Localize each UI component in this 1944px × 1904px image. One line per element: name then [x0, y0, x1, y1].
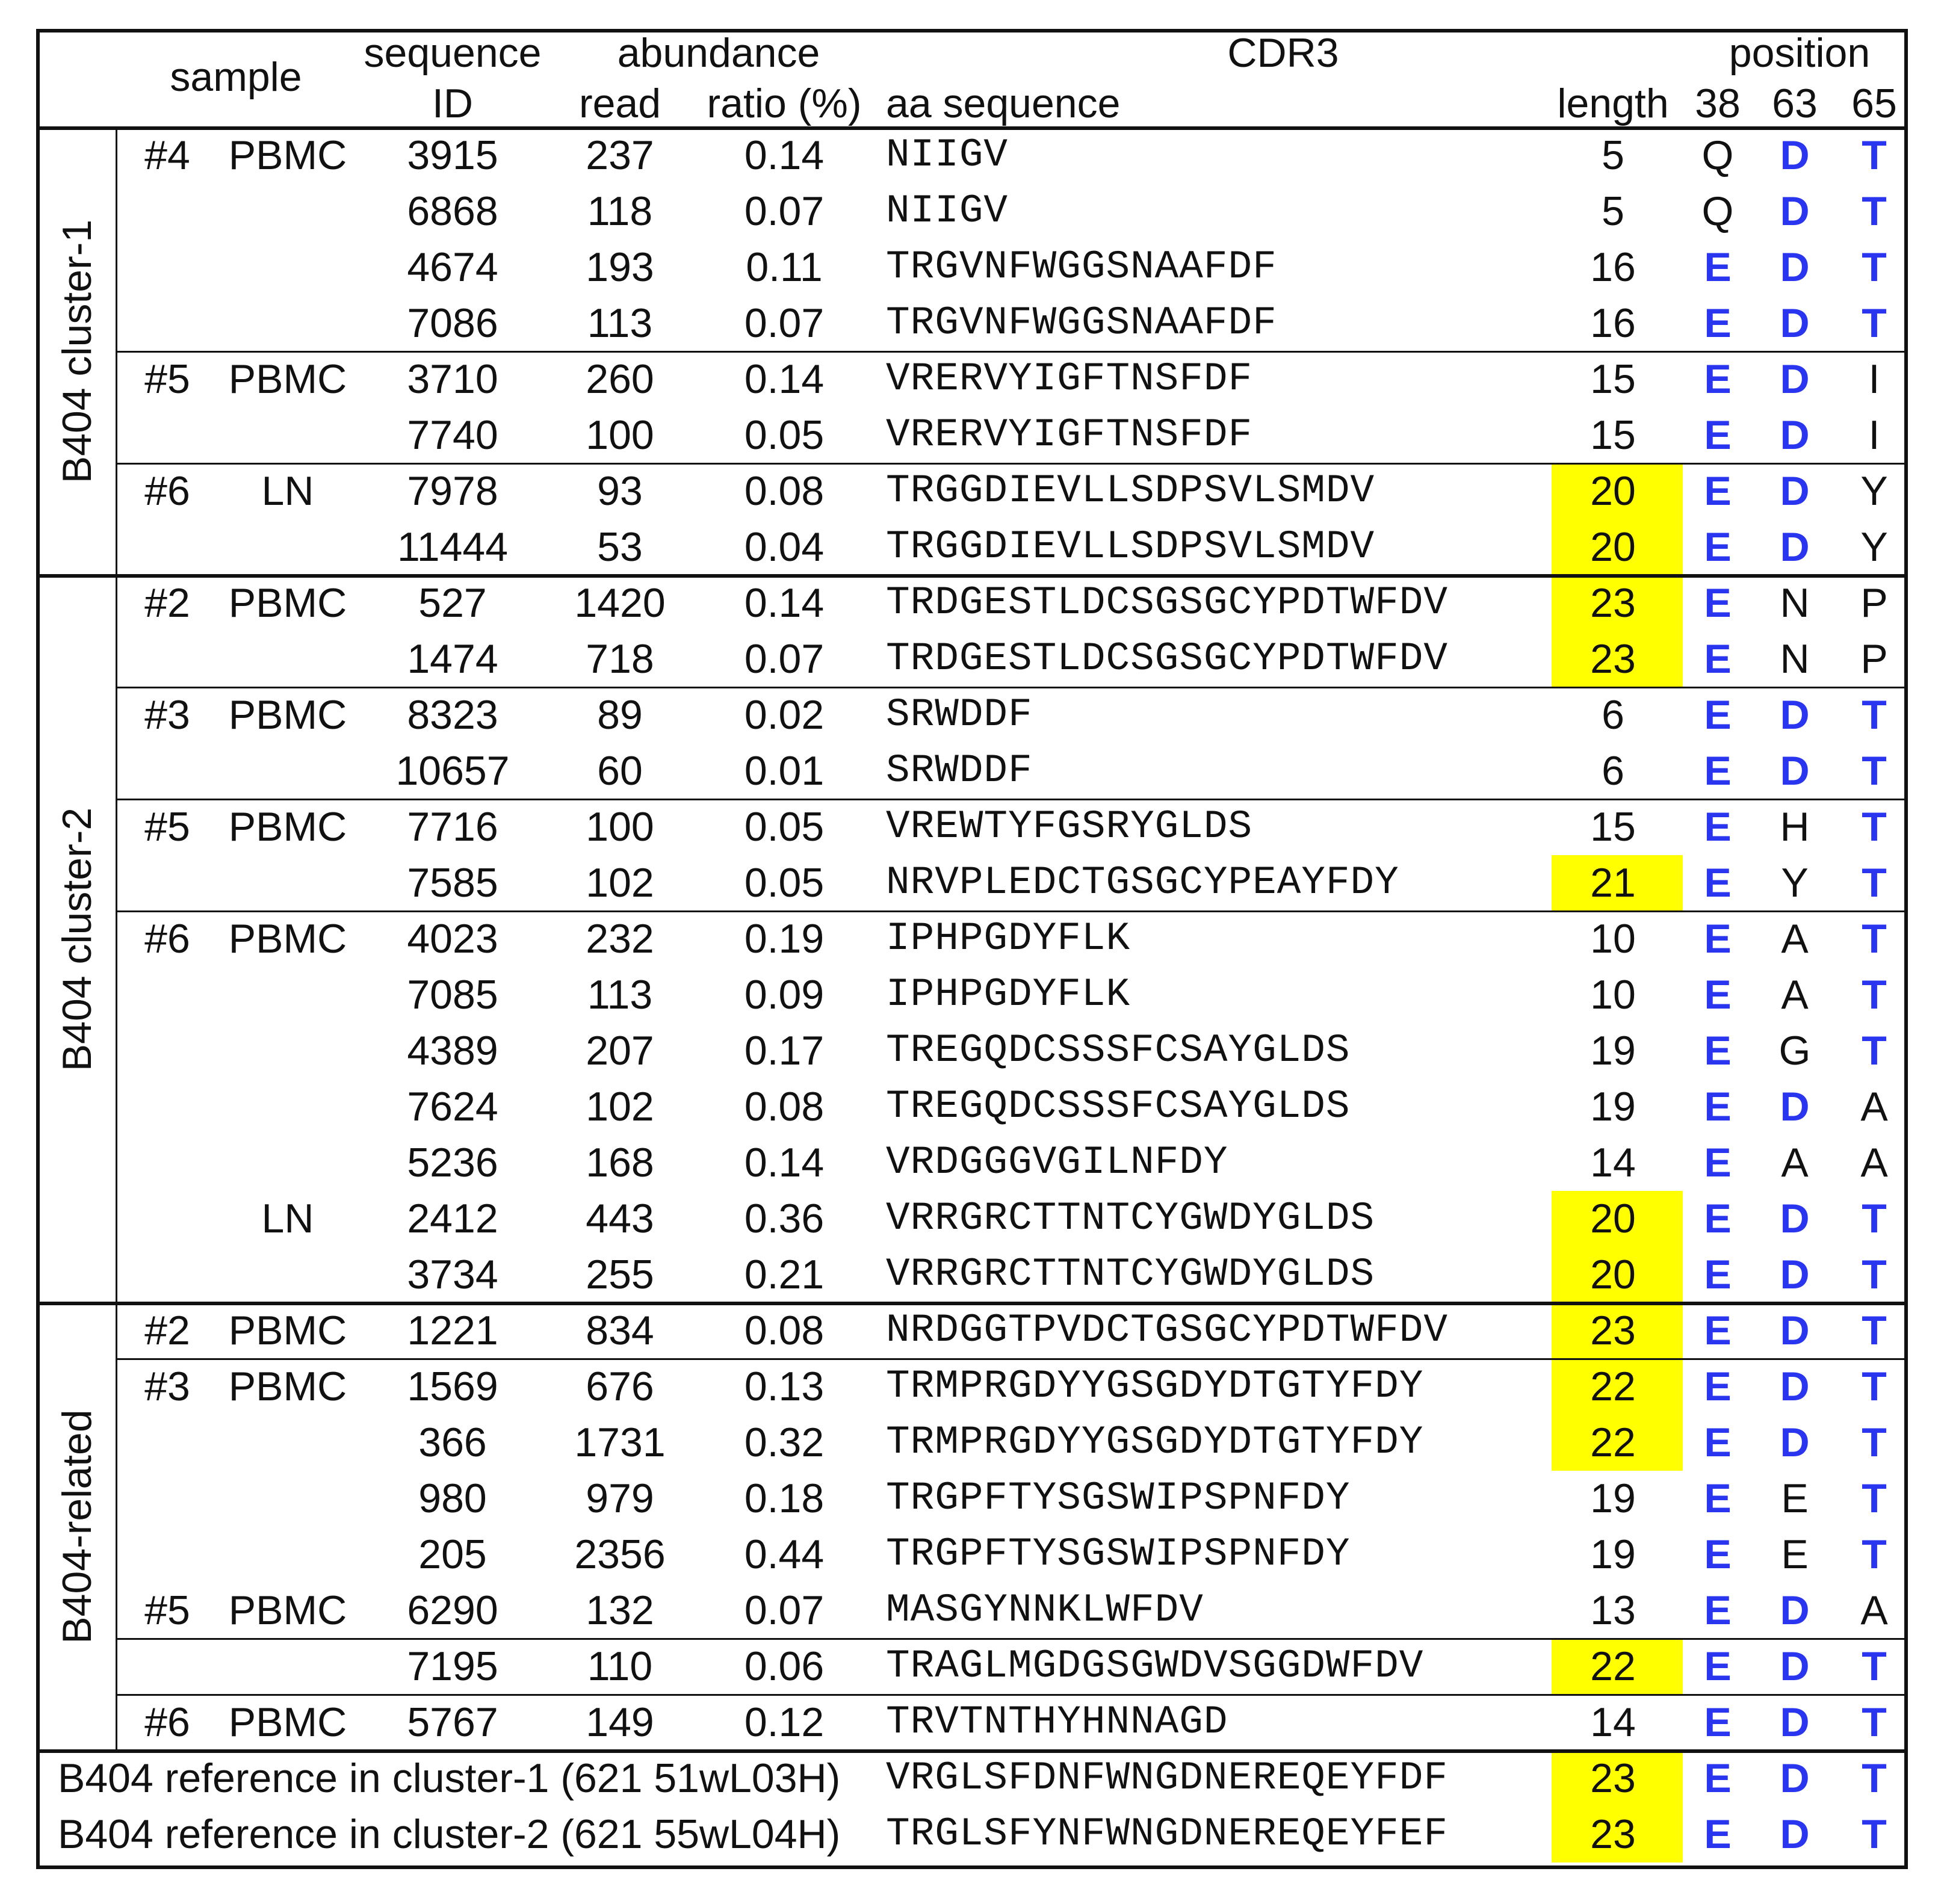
read-cell: 93 — [597, 468, 643, 514]
ratio-cell: 0.32 — [744, 1420, 825, 1465]
position-38-cell: E — [1704, 1587, 1732, 1633]
cdr3-length-cell: 19 — [1590, 1028, 1636, 1074]
tissue-cell: LN — [261, 1196, 314, 1241]
position-63-cell: H — [1780, 804, 1810, 850]
position-65-cell: T — [1862, 860, 1887, 906]
read-cell: 132 — [586, 1587, 654, 1633]
sequence-id-cell: 6868 — [407, 188, 498, 234]
position-63-cell: D — [1780, 1643, 1810, 1689]
position-38-cell: E — [1704, 1308, 1732, 1353]
cdr3-aa-sequence-cell: TRDGESTLDCSGSGCYPDTWFDV — [886, 580, 1448, 625]
cdr3-length-cell: 20 — [1590, 1252, 1636, 1297]
header-read: read — [578, 81, 661, 126]
read-cell: 100 — [586, 412, 654, 458]
sequence-id-cell: 3915 — [407, 132, 498, 178]
reference-position-65: T — [1862, 1811, 1887, 1857]
position-63-cell: D — [1780, 1364, 1810, 1409]
cdr3-aa-sequence-cell: TRGVNFWGGSNAAFDF — [886, 300, 1277, 345]
sequence-id-cell: 10657 — [395, 748, 510, 794]
position-65-cell: A — [1860, 1140, 1888, 1185]
sequence-id-cell: 4674 — [407, 244, 498, 290]
sequence-id-cell: 8323 — [407, 692, 498, 738]
position-38-cell: E — [1704, 580, 1732, 626]
position-65-cell: T — [1862, 804, 1887, 850]
cluster-column-divider — [116, 126, 117, 1749]
position-63-cell: D — [1780, 1084, 1810, 1130]
group-divider — [116, 687, 1908, 688]
reference-position-65: T — [1862, 1755, 1887, 1801]
read-cell: 232 — [586, 916, 654, 962]
header-pos-63: 63 — [1772, 81, 1818, 126]
cdr3-length-cell: 20 — [1590, 1196, 1636, 1241]
position-38-cell: E — [1704, 1532, 1732, 1577]
position-65-cell: T — [1862, 1308, 1887, 1353]
ratio-cell: 0.08 — [744, 1084, 825, 1130]
cdr3-aa-sequence-cell: VREWTYFGSRYGLDS — [886, 804, 1253, 849]
ratio-cell: 0.14 — [744, 132, 825, 178]
cdr3-aa-sequence-cell: TREGQDCSSSFCSAYGLDS — [886, 1028, 1351, 1073]
read-cell: 168 — [586, 1140, 654, 1185]
reference-label: B404 reference in cluster-2 (621 55wL04H) — [58, 1811, 841, 1857]
read-cell: 89 — [597, 692, 643, 738]
position-65-cell: T — [1862, 1196, 1887, 1241]
cdr3-length-cell: 23 — [1590, 636, 1636, 682]
position-63-cell: D — [1780, 356, 1810, 402]
ratio-cell: 0.06 — [744, 1643, 825, 1689]
position-38-cell: E — [1704, 916, 1732, 962]
reference-position-38: E — [1704, 1811, 1732, 1857]
position-63-cell: D — [1780, 1308, 1810, 1353]
read-cell: 834 — [586, 1308, 654, 1353]
donor-cell: #6 — [144, 1699, 190, 1745]
position-65-cell: T — [1862, 1643, 1887, 1689]
cluster-label: B404 cluster-1 — [54, 219, 100, 484]
cdr3-aa-sequence-cell: TREGQDCSSSFCSAYGLDS — [886, 1084, 1351, 1129]
sequence-id-cell: 3710 — [407, 356, 498, 402]
position-65-cell: T — [1862, 748, 1887, 794]
sequence-id-cell: 11444 — [397, 524, 509, 570]
ratio-cell: 0.09 — [744, 972, 825, 1018]
cdr3-aa-sequence-cell: TRGPFTYSGSWIPSPNFDY — [886, 1476, 1351, 1521]
position-38-cell: Q — [1701, 132, 1734, 178]
donor-cell: #3 — [144, 1364, 190, 1409]
sequence-id-cell: 7624 — [407, 1084, 498, 1130]
cdr3-length-cell: 22 — [1590, 1420, 1636, 1465]
ratio-cell: 0.21 — [744, 1252, 825, 1297]
sequence-id-cell: 980 — [418, 1476, 487, 1521]
sequence-id-cell: 527 — [418, 580, 487, 626]
read-cell: 118 — [587, 188, 653, 234]
position-38-cell: E — [1704, 1643, 1732, 1689]
cdr3-aa-sequence-cell: TRGVNFWGGSNAAFDF — [886, 244, 1277, 289]
position-38-cell: E — [1704, 804, 1732, 850]
group-divider — [116, 1694, 1908, 1696]
sequence-id-cell: 1569 — [407, 1364, 498, 1409]
position-38-cell: E — [1704, 244, 1732, 290]
cdr3-length-cell: 16 — [1590, 300, 1636, 346]
cdr3-length-cell: 10 — [1590, 972, 1636, 1018]
position-65-cell: P — [1860, 580, 1888, 626]
position-63-cell: E — [1781, 1532, 1809, 1577]
read-cell: 149 — [586, 1699, 654, 1745]
read-cell: 110 — [587, 1643, 653, 1689]
cdr3-aa-sequence-cell: NIIGV — [886, 132, 1009, 178]
read-cell: 1420 — [574, 580, 666, 626]
ratio-cell: 0.14 — [744, 356, 825, 402]
position-38-cell: E — [1704, 748, 1732, 794]
tissue-cell: PBMC — [228, 692, 347, 738]
sequence-id-cell: 7585 — [407, 860, 498, 906]
tissue-cell: PBMC — [228, 132, 347, 178]
section-divider — [36, 1302, 1908, 1305]
read-cell: 260 — [586, 356, 654, 402]
position-38-cell: E — [1704, 1252, 1732, 1297]
ratio-cell: 0.07 — [744, 1587, 825, 1633]
ratio-cell: 0.12 — [744, 1699, 825, 1745]
position-38-cell: Q — [1701, 188, 1734, 234]
ratio-cell: 0.13 — [744, 1364, 825, 1409]
position-65-cell: T — [1862, 1532, 1887, 1577]
sequence-id-cell: 7086 — [407, 300, 498, 346]
reference-position-38: E — [1704, 1755, 1732, 1801]
position-65-cell: T — [1862, 1364, 1887, 1409]
position-38-cell: E — [1704, 356, 1732, 402]
position-65-cell: T — [1862, 188, 1887, 234]
sequence-id-cell: 1474 — [407, 636, 498, 682]
cdr3-length-cell: 14 — [1590, 1699, 1636, 1745]
ratio-cell: 0.04 — [744, 524, 825, 570]
cdr3-aa-sequence-cell: IPHPGDYFLK — [886, 916, 1131, 961]
sequence-id-cell: 5236 — [407, 1140, 498, 1185]
position-65-cell: T — [1862, 692, 1887, 738]
position-63-cell: D — [1780, 300, 1810, 346]
ratio-cell: 0.17 — [744, 1028, 825, 1074]
cdr3-length-cell: 5 — [1602, 188, 1624, 234]
position-38-cell: E — [1704, 1420, 1732, 1465]
position-63-cell: D — [1780, 1699, 1810, 1745]
cdr3-aa-sequence-cell: TRGGDIEVLLSDPSVLSMDV — [886, 468, 1375, 513]
header-pos-38: 38 — [1695, 81, 1741, 126]
reference-length: 23 — [1590, 1755, 1636, 1801]
sequence-id-cell: 5767 — [407, 1699, 498, 1745]
cluster-label: B404 cluster-2 — [54, 807, 100, 1071]
position-38-cell: E — [1704, 1476, 1732, 1521]
cdr3-aa-sequence-cell: VRRGRCTTNTCYGWDYGLDS — [886, 1252, 1375, 1297]
position-63-cell: D — [1780, 468, 1810, 514]
ratio-cell: 0.02 — [744, 692, 825, 738]
donor-cell: #6 — [144, 468, 190, 514]
cdr3-aa-sequence-cell: NRVPLEDCTGSGCYPEAYFDY — [886, 860, 1399, 905]
cdr3-length-cell: 20 — [1590, 524, 1636, 570]
group-divider — [116, 1638, 1908, 1640]
sequence-id-cell: 366 — [418, 1420, 487, 1465]
group-divider — [116, 910, 1908, 912]
position-38-cell: E — [1704, 636, 1732, 682]
sequence-id-cell: 2412 — [407, 1196, 498, 1241]
header-position: position — [1729, 30, 1871, 76]
read-cell: 113 — [587, 972, 653, 1018]
cdr3-length-cell: 19 — [1590, 1476, 1636, 1521]
sequence-id-cell: 3734 — [407, 1252, 498, 1297]
ratio-cell: 0.05 — [744, 860, 825, 906]
group-divider — [116, 351, 1908, 353]
position-38-cell: E — [1704, 972, 1732, 1018]
header-sequence: sequence — [364, 30, 542, 76]
position-38-cell: E — [1704, 1364, 1732, 1409]
cdr3-length-cell: 16 — [1590, 244, 1636, 290]
ratio-cell: 0.36 — [744, 1196, 825, 1241]
cdr3-aa-sequence-cell: MASGYNNKLWFDV — [886, 1587, 1204, 1633]
read-cell: 113 — [587, 300, 653, 346]
position-65-cell: T — [1862, 972, 1887, 1018]
cdr3-aa-sequence-cell: IPHPGDYFLK — [886, 972, 1131, 1017]
header-sample: sample — [170, 54, 302, 100]
cdr3-aa-sequence-cell: NRDGGTPVDCTGSGCYPDTWFDV — [886, 1308, 1448, 1353]
position-38-cell: E — [1704, 1699, 1732, 1745]
cdr3-length-cell: 19 — [1590, 1084, 1636, 1130]
position-63-cell: A — [1781, 916, 1809, 962]
donor-cell: #5 — [144, 804, 190, 850]
read-cell: 102 — [586, 860, 654, 906]
cluster-label: B404-related — [54, 1409, 100, 1644]
cdr3-aa-sequence-cell: VRRGRCTTNTCYGWDYGLDS — [886, 1196, 1375, 1241]
header-pos-65: 65 — [1851, 81, 1897, 126]
cdr3-length-cell: 22 — [1590, 1364, 1636, 1409]
reference-position-63: D — [1780, 1811, 1810, 1857]
section-divider — [36, 1749, 1908, 1753]
read-cell: 53 — [597, 524, 643, 570]
group-divider — [116, 463, 1908, 465]
read-cell: 1731 — [574, 1420, 666, 1465]
sequence-id-cell: 4023 — [407, 916, 498, 962]
position-63-cell: N — [1780, 636, 1810, 682]
position-63-cell: D — [1780, 188, 1810, 234]
position-63-cell: G — [1778, 1028, 1811, 1074]
read-cell: 979 — [586, 1476, 654, 1521]
cdr3-aa-sequence-cell: NIIGV — [886, 188, 1009, 233]
position-63-cell: D — [1780, 132, 1810, 178]
donor-cell: #2 — [144, 1308, 190, 1353]
cdr3-aa-sequence-cell: TRDGESTLDCSGSGCYPDTWFDV — [886, 636, 1448, 681]
cdr3-length-cell: 23 — [1590, 580, 1636, 626]
ratio-cell: 0.07 — [744, 636, 825, 682]
section-divider — [36, 126, 1908, 130]
cdr3-length-cell: 23 — [1590, 1308, 1636, 1353]
position-65-cell: T — [1862, 1699, 1887, 1745]
position-38-cell: E — [1704, 412, 1732, 458]
position-38-cell: E — [1704, 468, 1732, 514]
section-divider — [36, 574, 1908, 578]
cdr3-aa-sequence-cell: SRWDDF — [886, 748, 1033, 793]
position-65-cell: Y — [1860, 524, 1888, 570]
position-63-cell: Y — [1781, 860, 1809, 906]
read-cell: 193 — [586, 244, 654, 290]
sequence-id-cell: 1221 — [407, 1308, 498, 1353]
tissue-cell: PBMC — [228, 580, 347, 626]
reference-label: B404 reference in cluster-1 (621 51wL03H) — [58, 1755, 841, 1801]
cdr3-aa-sequence-cell: TRMPRGDYYGSGDYDTGTYFDY — [886, 1364, 1424, 1409]
position-63-cell: D — [1780, 1420, 1810, 1465]
tissue-cell: PBMC — [228, 916, 347, 962]
position-65-cell: T — [1862, 300, 1887, 346]
position-65-cell: I — [1868, 356, 1880, 402]
read-cell: 676 — [586, 1364, 654, 1409]
position-65-cell: A — [1860, 1084, 1888, 1130]
position-65-cell: T — [1862, 1028, 1887, 1074]
position-65-cell: P — [1860, 636, 1888, 682]
cdr3-aa-sequence-cell: SRWDDF — [886, 692, 1033, 737]
read-cell: 718 — [586, 636, 654, 682]
group-divider — [116, 799, 1908, 800]
tissue-cell: PBMC — [228, 1699, 347, 1745]
position-65-cell: T — [1862, 244, 1887, 290]
sequence-id-cell: 7195 — [407, 1643, 498, 1689]
ratio-cell: 0.07 — [744, 300, 825, 346]
tissue-cell: LN — [261, 468, 314, 514]
sequence-id-cell: 205 — [418, 1532, 487, 1577]
cdr3-aa-sequence-cell: TRGPFTYSGSWIPSPNFDY — [886, 1532, 1351, 1577]
header-id: ID — [432, 81, 473, 126]
header-ratio: ratio (%) — [707, 81, 862, 126]
read-cell: 102 — [586, 1084, 654, 1130]
position-63-cell: A — [1781, 972, 1809, 1018]
header-abundance: abundance — [617, 30, 820, 76]
position-63-cell: D — [1780, 524, 1810, 570]
sequence-id-cell: 4389 — [407, 1028, 498, 1074]
position-63-cell: D — [1780, 1587, 1810, 1633]
position-65-cell: I — [1868, 412, 1880, 458]
cdr3-length-cell: 10 — [1590, 916, 1636, 962]
read-cell: 60 — [597, 748, 643, 794]
ratio-cell: 0.11 — [746, 244, 823, 290]
cdr3-length-cell: 15 — [1590, 412, 1636, 458]
position-63-cell: D — [1780, 244, 1810, 290]
ratio-cell: 0.08 — [744, 468, 825, 514]
tissue-cell: PBMC — [228, 356, 347, 402]
tissue-cell: PBMC — [228, 804, 347, 850]
position-65-cell: T — [1862, 1420, 1887, 1465]
donor-cell: #4 — [144, 132, 190, 178]
position-65-cell: T — [1862, 132, 1887, 178]
ratio-cell: 0.01 — [744, 748, 825, 794]
donor-cell: #2 — [144, 580, 190, 626]
position-38-cell: E — [1704, 692, 1732, 738]
ratio-cell: 0.05 — [744, 804, 825, 850]
cdr3-aa-sequence-cell: VRDGGGVGILNFDY — [886, 1140, 1228, 1185]
position-63-cell: D — [1780, 1196, 1810, 1241]
cdr3-aa-sequence-cell: TRMPRGDYYGSGDYDTGTYFDY — [886, 1420, 1424, 1465]
position-38-cell: E — [1704, 524, 1732, 570]
ratio-cell: 0.18 — [744, 1476, 825, 1521]
cdr3-aa-sequence-cell: VRERVYIGFTNSFDF — [886, 356, 1253, 401]
tissue-cell: PBMC — [228, 1587, 347, 1633]
ratio-cell: 0.44 — [744, 1532, 825, 1577]
ratio-cell: 0.05 — [744, 412, 825, 458]
cdr3-length-cell: 14 — [1590, 1140, 1636, 1185]
position-65-cell: T — [1862, 1252, 1887, 1297]
reference-position-63: D — [1780, 1755, 1810, 1801]
position-38-cell: E — [1704, 1140, 1732, 1185]
cdr3-length-cell: 20 — [1590, 468, 1636, 514]
cdr3-aa-sequence-cell: TRGGDIEVLLSDPSVLSMDV — [886, 524, 1375, 569]
position-63-cell: D — [1780, 1252, 1810, 1297]
position-63-cell: E — [1781, 1476, 1809, 1521]
cdr3-aa-sequence-cell: TRAGLMGDGSGWDVSGGDWFDV — [886, 1643, 1424, 1689]
cdr3-length-cell: 5 — [1602, 132, 1624, 178]
cdr3-length-cell: 13 — [1590, 1587, 1636, 1633]
position-38-cell: E — [1704, 1084, 1732, 1130]
group-divider — [116, 1358, 1908, 1360]
read-cell: 443 — [586, 1196, 654, 1241]
sequence-id-cell: 6290 — [407, 1587, 498, 1633]
position-63-cell: N — [1780, 580, 1810, 626]
reference-length: 23 — [1590, 1811, 1636, 1857]
sequence-id-cell: 7085 — [407, 972, 498, 1018]
position-38-cell: E — [1704, 860, 1732, 906]
sequence-id-cell: 7716 — [407, 804, 498, 850]
cdr3-length-cell: 6 — [1602, 748, 1624, 794]
read-cell: 100 — [586, 804, 654, 850]
donor-cell: #6 — [144, 916, 190, 962]
position-63-cell: D — [1780, 748, 1810, 794]
position-65-cell: Y — [1860, 468, 1888, 514]
position-63-cell: D — [1780, 692, 1810, 738]
header-aa-sequence: aa sequence — [886, 81, 1121, 126]
cdr3-length-cell: 15 — [1590, 356, 1636, 402]
position-38-cell: E — [1704, 300, 1732, 346]
tissue-cell: PBMC — [228, 1364, 347, 1409]
position-65-cell: T — [1862, 1476, 1887, 1521]
ratio-cell: 0.19 — [744, 916, 825, 962]
cdr3-length-cell: 21 — [1590, 860, 1636, 906]
cdr3-length-cell: 15 — [1590, 804, 1636, 850]
header-cdr3: CDR3 — [1227, 30, 1339, 76]
ratio-cell: 0.14 — [744, 1140, 825, 1185]
position-65-cell: A — [1860, 1587, 1888, 1633]
position-63-cell: D — [1780, 412, 1810, 458]
read-cell: 237 — [586, 132, 654, 178]
reference-aa-sequence: TRGLSFYNFWNGDNEREQEYFEF — [886, 1811, 1448, 1856]
position-65-cell: T — [1862, 916, 1887, 962]
cdr3-length-cell: 6 — [1602, 692, 1624, 738]
read-cell: 255 — [586, 1252, 654, 1297]
header-length: length — [1557, 81, 1669, 126]
position-38-cell: E — [1704, 1196, 1732, 1241]
sequence-id-cell: 7978 — [407, 468, 498, 514]
cdr3-length-cell: 22 — [1590, 1643, 1636, 1689]
tissue-cell: PBMC — [228, 1308, 347, 1353]
reference-aa-sequence: VRGLSFDNFWNGDNEREQEYFDF — [886, 1755, 1448, 1800]
position-38-cell: E — [1704, 1028, 1732, 1074]
cdr3-length-cell: 19 — [1590, 1532, 1636, 1577]
ratio-cell: 0.08 — [744, 1308, 825, 1353]
cdr3-aa-sequence-cell: TRVTNTHYHNNAGD — [886, 1699, 1228, 1745]
position-63-cell: A — [1781, 1140, 1809, 1185]
ratio-cell: 0.14 — [744, 580, 825, 626]
read-cell: 2356 — [574, 1532, 666, 1577]
cdr3-aa-sequence-cell: VRERVYIGFTNSFDF — [886, 412, 1253, 457]
read-cell: 207 — [586, 1028, 654, 1074]
donor-cell: #3 — [144, 692, 190, 738]
donor-cell: #5 — [144, 1587, 190, 1633]
ratio-cell: 0.07 — [744, 188, 825, 234]
sequence-id-cell: 7740 — [407, 412, 498, 458]
donor-cell: #5 — [144, 356, 190, 402]
